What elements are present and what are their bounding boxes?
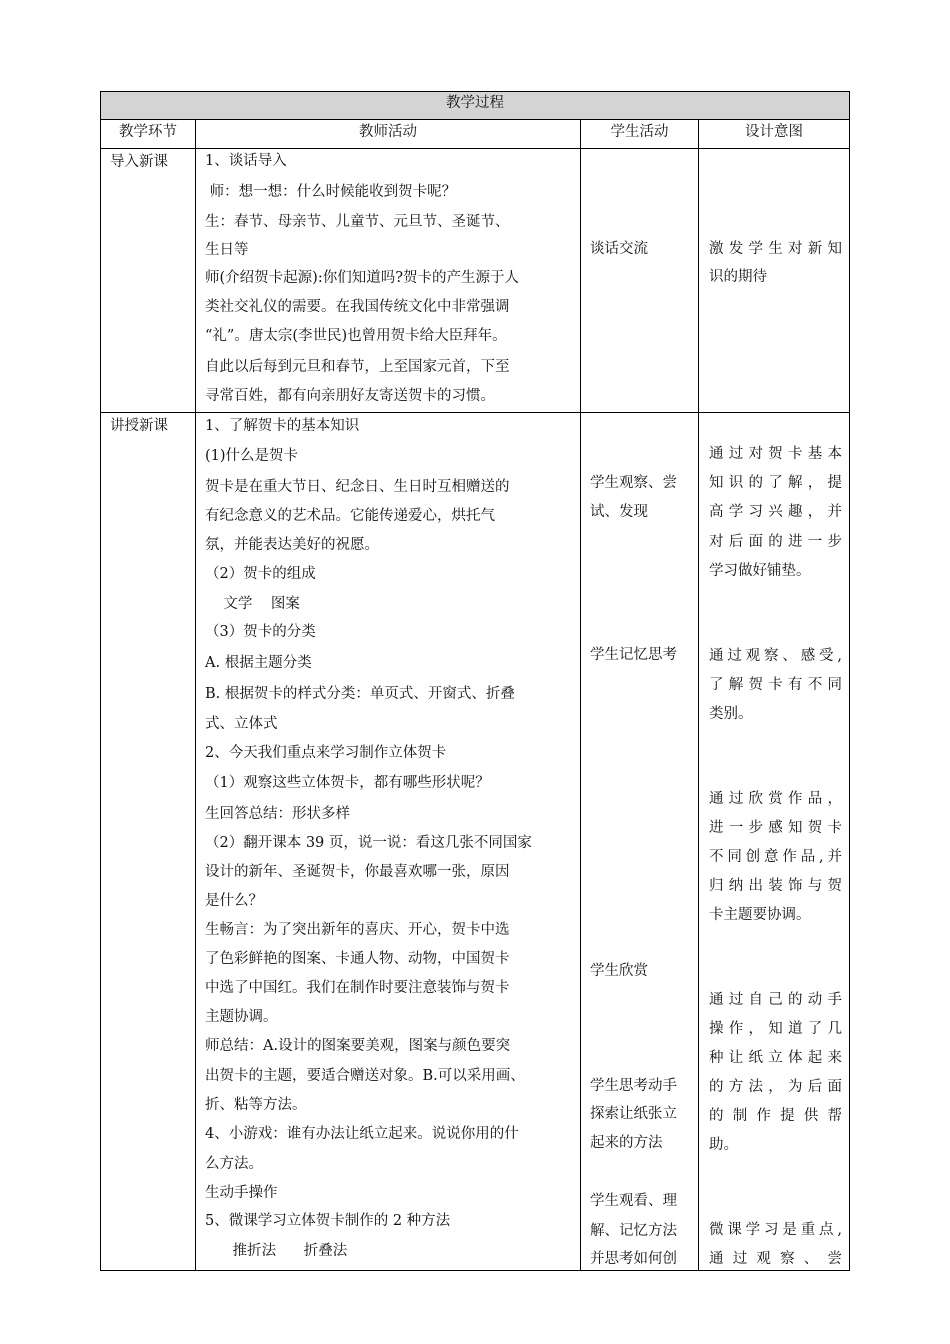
text-line: 文学 图案: [205, 596, 300, 612]
text-line: 了色彩鲜艳的图案、卡通人物、动物，中国贺卡: [205, 951, 510, 967]
text-line: 学生观察、尝: [590, 475, 677, 491]
text-line: (1)什么是贺卡: [205, 448, 299, 464]
table-title: 教学过程: [446, 95, 504, 111]
column-divider: [698, 119, 699, 1270]
column-divider: [580, 119, 581, 1270]
text-line: 2、今天我们重点来学习制作立体贺卡: [205, 745, 447, 761]
text-line: 种让纸立体起来: [709, 1050, 842, 1066]
text-line: 么方法。: [205, 1156, 263, 1172]
text-line: 操作，知道了几: [709, 1021, 842, 1037]
text-line: 起来的方法: [590, 1135, 663, 1151]
text-line: （2）贺卡的组成: [205, 566, 316, 582]
text-line: 探索让纸张立: [590, 1106, 677, 1122]
text-line: 主题协调。: [205, 1009, 278, 1025]
text-line: 解、记忆方法: [590, 1223, 677, 1239]
text-line: 通过对贺卡基本: [709, 446, 842, 462]
text-line: 了解贺卡有不同: [709, 677, 842, 693]
text-line: 1、谈话导入: [205, 153, 287, 169]
text-line: 式、立体式: [205, 716, 278, 732]
text-line: 的制作提供帮: [709, 1108, 842, 1124]
text-line: 学习做好铺垫。: [709, 563, 811, 579]
text-line: 师(介绍贺卡起源):你们知道吗?贺卡的产生源于人: [205, 270, 519, 286]
stage-label: 导入新课: [110, 154, 168, 170]
row-divider: [100, 148, 850, 149]
text-line: 通过自己的动手: [709, 992, 842, 1008]
text-line: 并思考如何创: [590, 1251, 677, 1267]
text-line: 通过欣赏作品，: [709, 791, 842, 807]
text-line: 5、微课学习立体贺卡制作的 2 种方法: [205, 1213, 451, 1229]
text-line: 推折法 折叠法: [205, 1243, 348, 1259]
text-line: 生日等: [205, 242, 249, 258]
text-line: 的方法，为后面: [709, 1079, 842, 1095]
text-line: “礼”。唐太宗(李世民)也曾用贺卡给大臣拜年。: [205, 328, 507, 344]
header-teacher-activity: 教师活动: [359, 124, 417, 140]
text-line: 学生观看、理: [590, 1193, 677, 1209]
text-line: 进一步感知贺卡: [709, 820, 842, 836]
row-divider: [100, 119, 850, 120]
text-line: 归纳出装饰与贺: [709, 878, 842, 894]
text-line: 是什么？: [205, 893, 263, 909]
text-line: 中选了中国红。我们在制作时要注意装饰与贺卡: [205, 980, 510, 996]
text-line: 有纪念意义的艺术品。它能传递爱心，烘托气: [205, 508, 495, 524]
stage-label: 讲授新课: [110, 418, 168, 434]
text-line: A. 根据主题分类: [205, 655, 312, 671]
text-line: 生畅言：为了突出新年的喜庆、开心，贺卡中选: [205, 922, 510, 938]
text-line: 卡主题要协调。: [709, 907, 811, 923]
text-line: 试、发现: [590, 504, 648, 520]
text-line: 出贺卡的主题，要适合赠送对象。B.可以采用画、: [205, 1068, 525, 1084]
text-line: 助。: [709, 1137, 738, 1153]
text-line: （2）翻开课本 39 页，说一说：看这几张不同国家: [205, 835, 532, 851]
text-line: 生动手操作: [205, 1185, 278, 1201]
text-line: 生回答总结：形状多样: [205, 806, 350, 822]
text-line: 师：想一想：什么时候能收到贺卡呢？: [205, 184, 457, 200]
text-line: 识的期待: [709, 269, 767, 285]
text-line: 高学习兴趣，并: [709, 504, 842, 520]
text-line: 通过观察、尝: [709, 1251, 842, 1267]
text-line: 知识的了解，提: [709, 475, 842, 491]
text-line: 类社交礼仪的需要。在我国传统文化中非常强调: [205, 299, 510, 315]
text-line: 寻常百姓，都有向亲朋好友寄送贺卡的习惯。: [205, 388, 495, 404]
text-line: 贺卡是在重大节日、纪念日、生日时互相赠送的: [205, 479, 510, 495]
text-line: 生：春节、母亲节、儿童节、元旦节、圣诞节、: [205, 214, 510, 230]
text-line: 微课学习是重点,: [709, 1222, 842, 1238]
text-line: 学生思考动手: [590, 1078, 677, 1094]
text-line: 折、粘等方法。: [205, 1097, 307, 1113]
text-line: 类别。: [709, 706, 753, 722]
text-line: 自此以后每到元旦和春节，上至国家元首，下至: [205, 359, 510, 375]
text-line: 氛，并能表达美好的祝愿。: [205, 537, 379, 553]
text-line: 学生欣赏: [590, 963, 648, 979]
text-line: （1）观察这些立体贺卡，都有哪些形状呢？: [205, 775, 490, 791]
header-student-activity: 学生活动: [610, 124, 669, 140]
text-line: 1、了解贺卡的基本知识: [205, 418, 360, 434]
text-line: 设计的新年、圣诞贺卡，你最喜欢哪一张，原因: [205, 864, 510, 880]
text-line: 谈话交流: [590, 241, 648, 257]
header-stage: 教学环节: [119, 124, 177, 140]
column-divider: [195, 119, 196, 1270]
text-line: 4、小游戏：谁有办法让纸立起来。说说你用的什: [205, 1126, 519, 1142]
text-line: 学生记忆思考: [590, 647, 677, 663]
text-line: B. 根据贺卡的样式分类：单页式、开窗式、折叠: [205, 686, 515, 702]
text-line: （3）贺卡的分类: [205, 624, 316, 640]
text-line: 激发学生对新知: [709, 241, 842, 257]
text-line: 通过观察、感受,: [709, 648, 842, 664]
row-divider: [100, 412, 850, 413]
text-line: 师总结：A.设计的图案要美观，图案与颜色要突: [205, 1038, 511, 1054]
text-line: 对后面的进一步: [709, 534, 842, 550]
header-design-intent: 设计意图: [745, 124, 803, 140]
text-line: 不同创意作品,并: [709, 849, 842, 865]
